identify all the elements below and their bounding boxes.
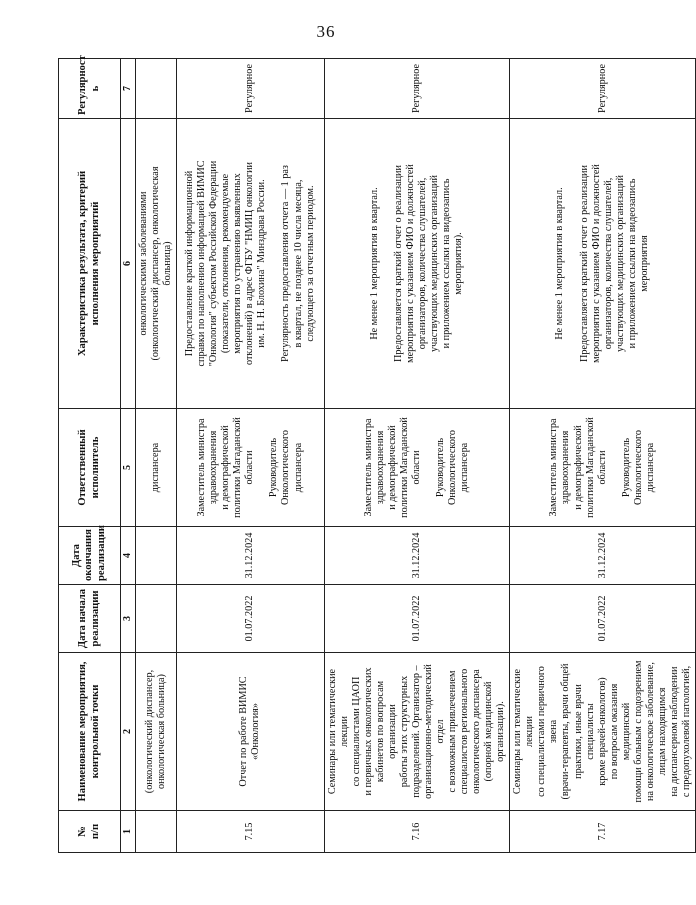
row-num: 7.16 [324,811,509,853]
row-name: Семинары или тематические лекции со специалистами первичного звена (врачи-терапевты, врачи общей практики, иные врачи специалисты кроме врачей-онкологов) по вопросам оказания медицинской помощи больным с подозрением на онкологическое заболевание, лицам находящимся на диспансерном наблюдении с предопухолевой патологией, [510,653,695,811]
row-name: Семинары или тематические лекции со специалистами ЦАОП и первичных онкологических кабинетов по вопросам организации работы этих структурных подразделений. Организатор – организационно-методический отдел с возможным привлечением специалистов регионального онкологического диспансера (опорной медицинской организации). [324,653,509,811]
header-start: Дата начала реализации [59,585,121,653]
header-name: Наименование мероприятия, контрольной точки [59,653,121,811]
row-end: 31.12.2024 [510,527,695,585]
row-start: 01.07.2022 [510,585,695,653]
rotated-table-sheet [58,55,692,853]
column-number: 2 [121,653,136,811]
header-row [59,59,121,853]
activities-table [58,55,696,853]
row-regularity: Регулярное [176,59,324,119]
row-end: 31.12.2024 [176,527,324,585]
row-result: Не менее 1 мероприятия в квартал. Предоставляется краткий отчет о реализации мероприятия с указанием ФИО и должностей организаторов, количества слушателей, участвующих медицинских организаций и приложением ссылки на видеозапись мероприятия). [324,119,509,409]
row-regularity: Регулярное [324,59,509,119]
continuation-start [135,585,176,653]
column-number: 7 [121,59,136,119]
continuation-result: онкологическими заболеваниями (онкологический диспансер, онкологическая больница) [135,119,176,409]
column-number: 3 [121,585,136,653]
column-number: 5 [121,409,136,527]
column-number: 6 [121,119,136,409]
continuation-end [135,527,176,585]
table-row [324,59,509,853]
continuation-resp: диспансера [135,409,176,527]
row-resp: Заместитель министра здравоохранения и демографической политики Магаданской области Руководитель Онкологического диспансера [510,409,695,527]
continuation-reg [135,59,176,119]
row-end: 31.12.2024 [324,527,509,585]
continuation-row [135,59,176,853]
row-regularity: Регулярное [510,59,695,119]
row-result: Не менее 1 мероприятия в квартал. Предоставляется краткий отчет о реализации мероприятия с указанием ФИО и должностей организаторов, количества слушателей, участвующих медицинских организаций и приложением ссылки на видеозапись мероприятия [510,119,695,409]
row-num: 7.15 [176,811,324,853]
header-result: Характеристика результата, критерий исполнения мероприятий [59,119,121,409]
header-reg: Регулярност ь [59,59,121,119]
row-start: 01.07.2022 [324,585,509,653]
column-number-row [121,59,136,853]
row-result: Предоставление краткой информационной справки по наполнению информацией ВИМИС "Онкология" субъектом Российской Федерации (показатели, отклонения, рекомендуемые мероприятия по устранению выявленных отклонений) в адрес ФГБУ "НМИЦ онкологии им. Н. Н. Блохина" Минздрава России. Регулярность предоставления отчета — 1 раз в квартал, не позднее 10 числа месяца, следующего за отчетным периодом. [176,119,324,409]
continuation-num [135,811,176,853]
row-num: 7.17 [510,811,695,853]
continuation-name: (онкологический диспансер, онкологическая больница) [135,653,176,811]
row-resp: Заместитель министра здравоохранения и демографической политики Магаданской области Руководитель Онкологического диспансера [324,409,509,527]
column-number: 1 [121,811,136,853]
table-row [510,59,695,853]
table-row [176,59,324,853]
row-start: 01.07.2022 [176,585,324,653]
page-number: 36 [316,22,336,41]
header-end: Дата окончания реализации [59,527,121,585]
row-name: Отчет по работе ВИМИС «Онкология» [176,653,324,811]
header-resp: Ответственный исполнитель [59,409,121,527]
header-num: № п/п [59,811,121,853]
row-resp: Заместитель министра здравоохранения и демографической политики Магаданской области Руководитель Онкологического диспансера [176,409,324,527]
column-number: 4 [121,527,136,585]
